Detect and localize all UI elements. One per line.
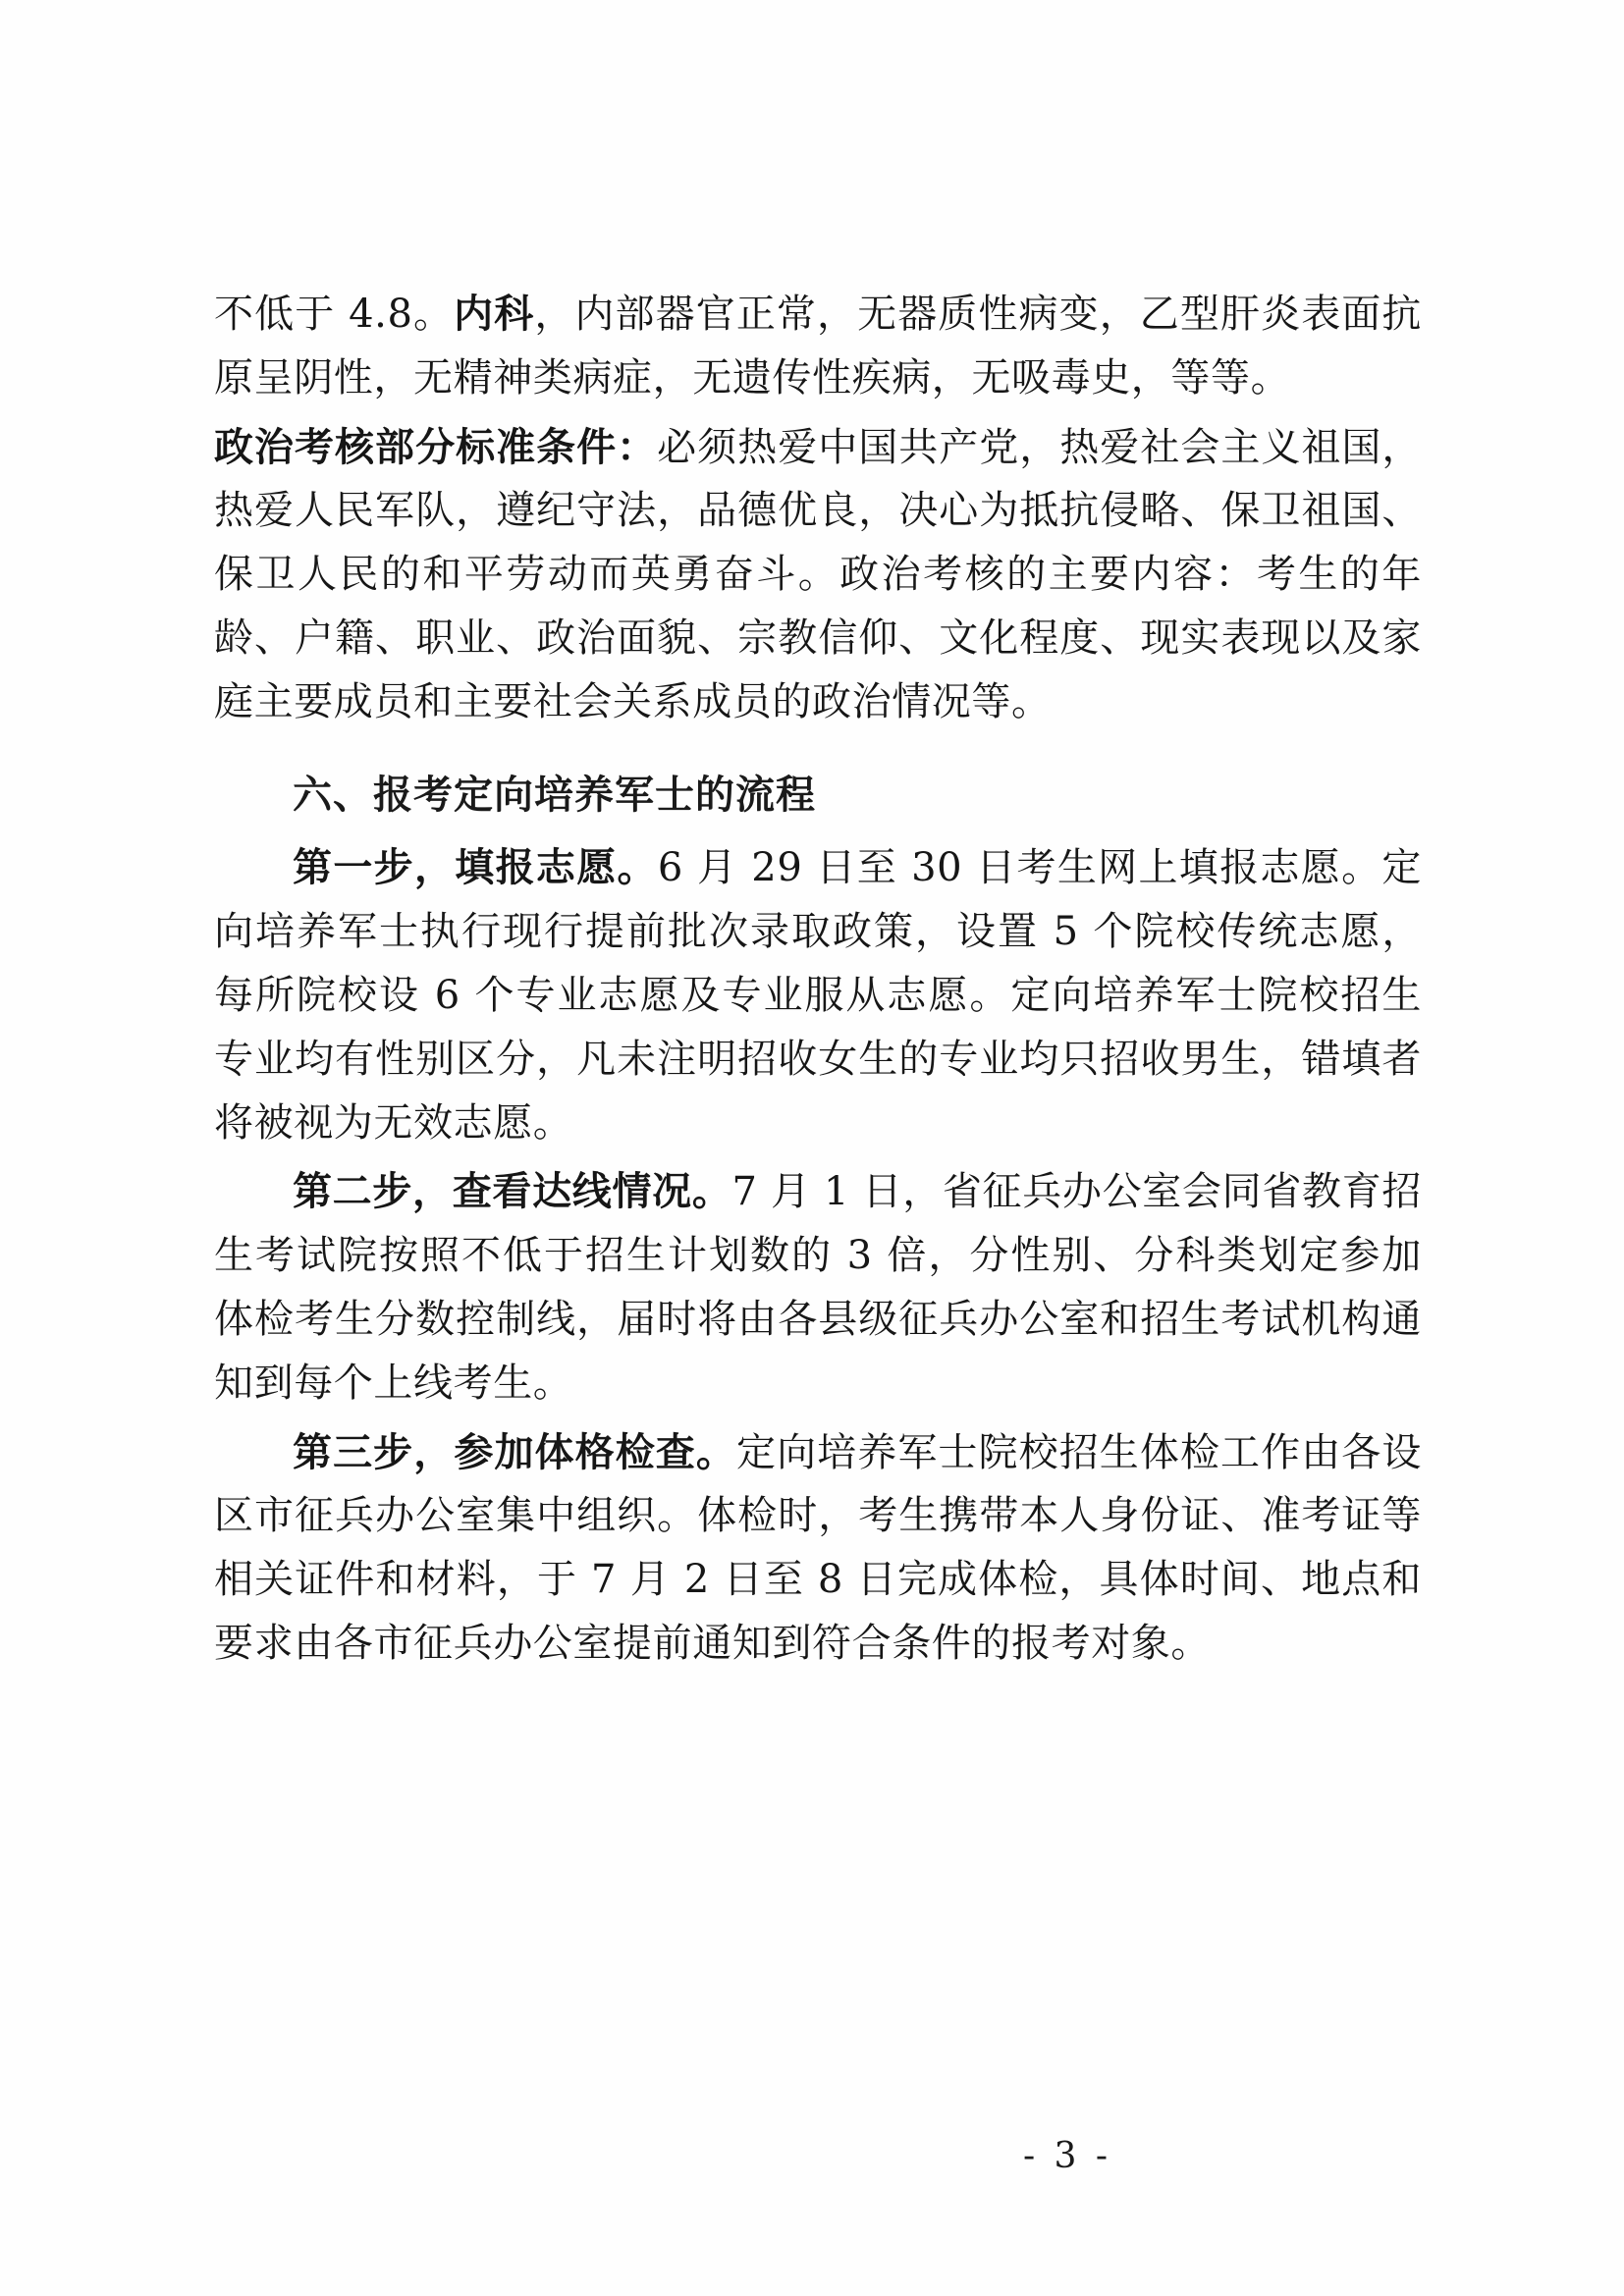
step-body-2: 7 月 1 日，省征兵办公室会同省教育招生考试院按照不低于招生计划数的 3 倍，分性别、分科类划定参加体检考生分数控制线，届时将由各县级征兵办公室和招生考试机构通知到每个上线考生。 xyxy=(214,1169,1422,1406)
step-title-2: 第二步，查看达线情况。 xyxy=(293,1168,732,1215)
step-body-1: 6 月 29 日至 30 日考生网上填报志愿。定向培养军士执行现行提前批次录取政策，设置 5 个院校传统志愿，每所院校设 6 个专业志愿及专业服从志愿。定向培养军士院校招生专业均有性别区分，凡未注明招收女生的专业均只招收男生，错填者将被视为无效志愿。 xyxy=(214,845,1422,1146)
paragraph-political-review xyxy=(214,416,1422,734)
text-run-bold-political-label: 政治考核部分标准条件： xyxy=(214,423,658,470)
document-body xyxy=(214,283,1422,1682)
step-item-1 xyxy=(214,836,1422,1154)
paragraph-medical-standards xyxy=(214,283,1422,410)
step-title-3: 第三步，参加体格检查。 xyxy=(293,1428,736,1475)
text-run-plain: 不低于 4.8。 xyxy=(214,292,455,337)
step-item-3 xyxy=(214,1421,1422,1676)
step-title-1: 第一步，填报志愿。 xyxy=(293,844,658,891)
page-number-text: - 3 - xyxy=(1022,2136,1112,2176)
step-item-2 xyxy=(214,1160,1422,1415)
step-body-3: 定向培养军士院校招生体检工作由各设区市征兵办公室集中组织。体检时，考生携带本人身份证、准考证等相关证件和材料，于 7 月 2 日至 8 日完成体检，具体时间、地点和要求由各市征兵办公室提前通知到符合条件的报考对象。 xyxy=(214,1429,1422,1666)
page-number xyxy=(0,2136,1624,2176)
section-heading-process: 六、报考定向培养军士的流程 xyxy=(293,771,816,818)
text-run-bold-internal-medicine: 内科 xyxy=(454,291,535,337)
text-run-political-body: 必须热爱中国共产党，热爱社会主义祖国，热爱人民军队，遵纪守法，品德优良，决心为抵抗侵略、保卫祖国、保卫人民的和平劳动而英勇奋斗。政治考核的主要内容：考生的年龄、户籍、职业、政治面貌、宗教信仰、文化程度、现实表现以及家庭主要成员和主要社会关系成员的政治情况等。 xyxy=(214,424,1422,724)
text-run-plain-2: ，内部器官正常，无器质性病变，乙型肝炎表面抗原呈阴性，无精神类病症，无遗传性疾病，无吸毒史，等等。 xyxy=(214,292,1422,400)
